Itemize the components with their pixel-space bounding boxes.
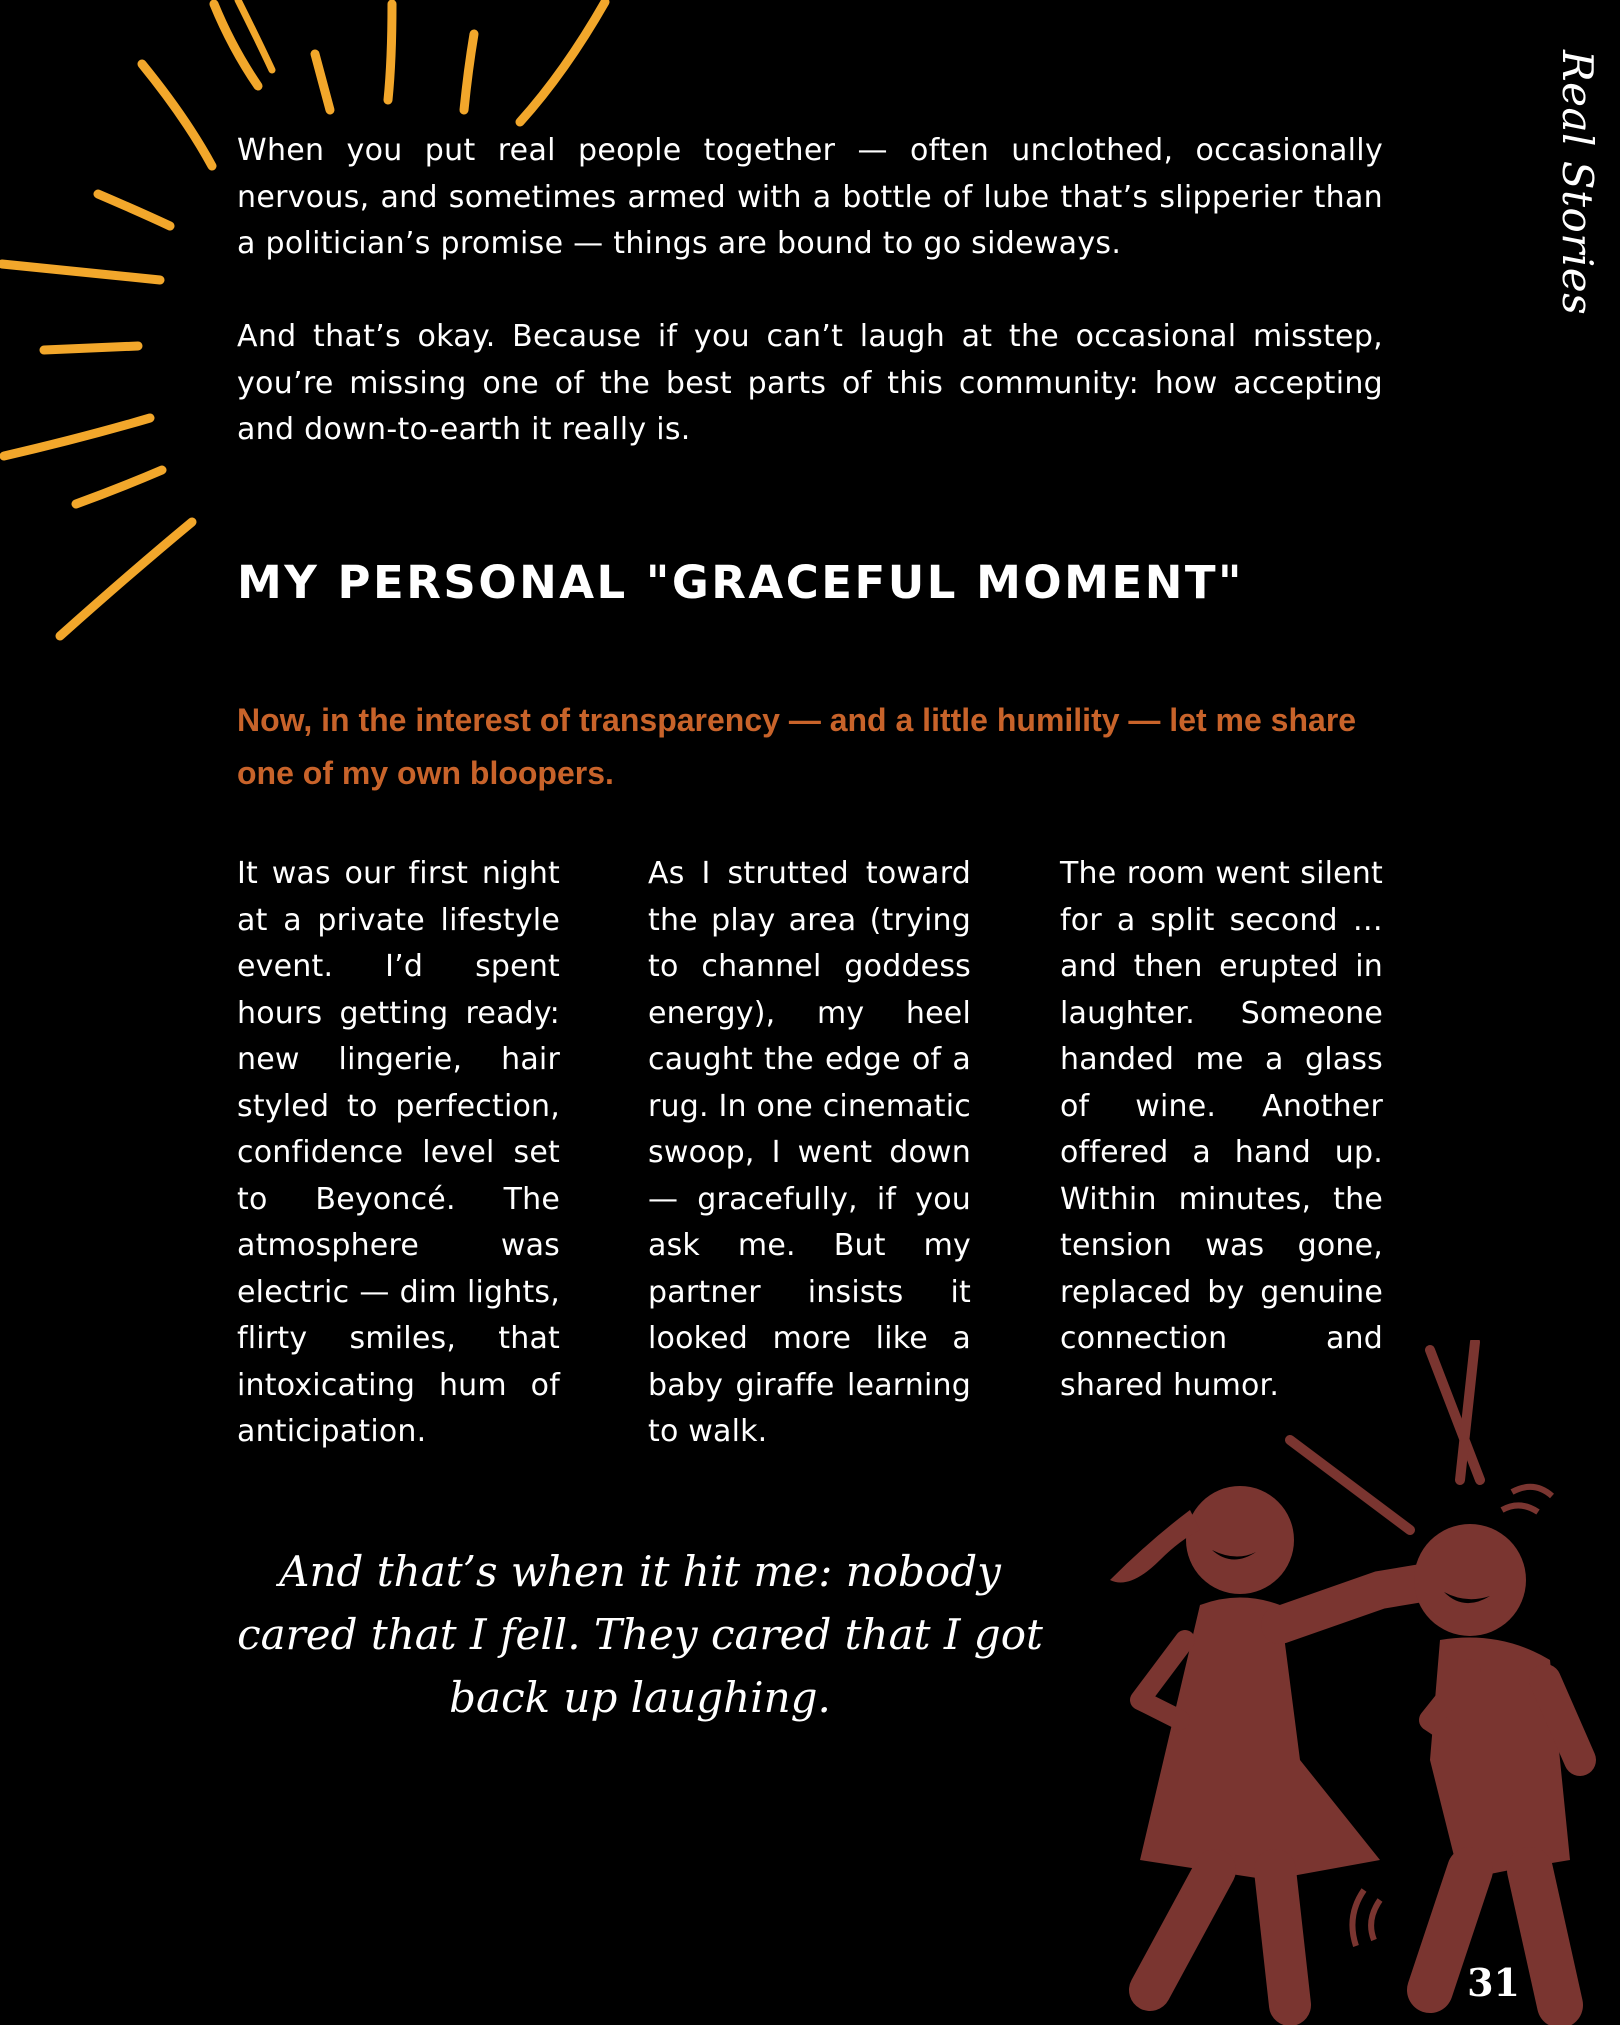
intro-paragraph-1: When you put real people together — often unclothed, occasionally nervous, and sometimes armed with a bottle of lube that’s slipperier than a politician’s promise — things are bound to go sideways. xyxy=(237,133,1383,261)
pull-quote: And that’s when it hit me: nobody cared that I fell. They cared that I got back up laughing. xyxy=(237,1547,1043,1722)
intro-paragraph-2: And that’s okay. Because if you can’t laugh at the occasional misstep, you’re missing one of the best parts of this community: how accepting and down-to-earth it really is. xyxy=(237,319,1383,447)
story-column-2: As I strutted toward the play area (trying to channel goddess energy), my heel caught the edge of a rug. In one cinematic swoop, I went down — gracefully, if you ask me. But my partner insists it looked more like a baby giraffe learning to walk. xyxy=(648,856,971,1449)
section-tag: Real Stories xyxy=(1553,50,1602,316)
laughing-couple-icon xyxy=(1040,1340,1600,2025)
lead-paragraph: Now, in the interest of transparency — and a little humility — let me share one of my own bloopers. xyxy=(237,702,1357,791)
story-column-1: It was our first night at a private lifestyle event. I’d spent hours getting ready: new lingerie, hair styled to perfection, confidence level set to Beyoncé. The atmosphere was electric — dim lights, flirty smiles, that intoxicating hum of anticipation. xyxy=(237,856,560,1449)
section-heading: MY PERSONAL "GRACEFUL MOMENT" xyxy=(237,556,1244,609)
page-number: 31 xyxy=(1467,1960,1520,2005)
story-column-3: The room went silent for a split second … and then erupted in laughter. Someone handed me a glass of wine. Another offered a hand up. Within minutes, the tension was gone, replaced by genuine connection and shared humor. xyxy=(1060,856,1383,1403)
